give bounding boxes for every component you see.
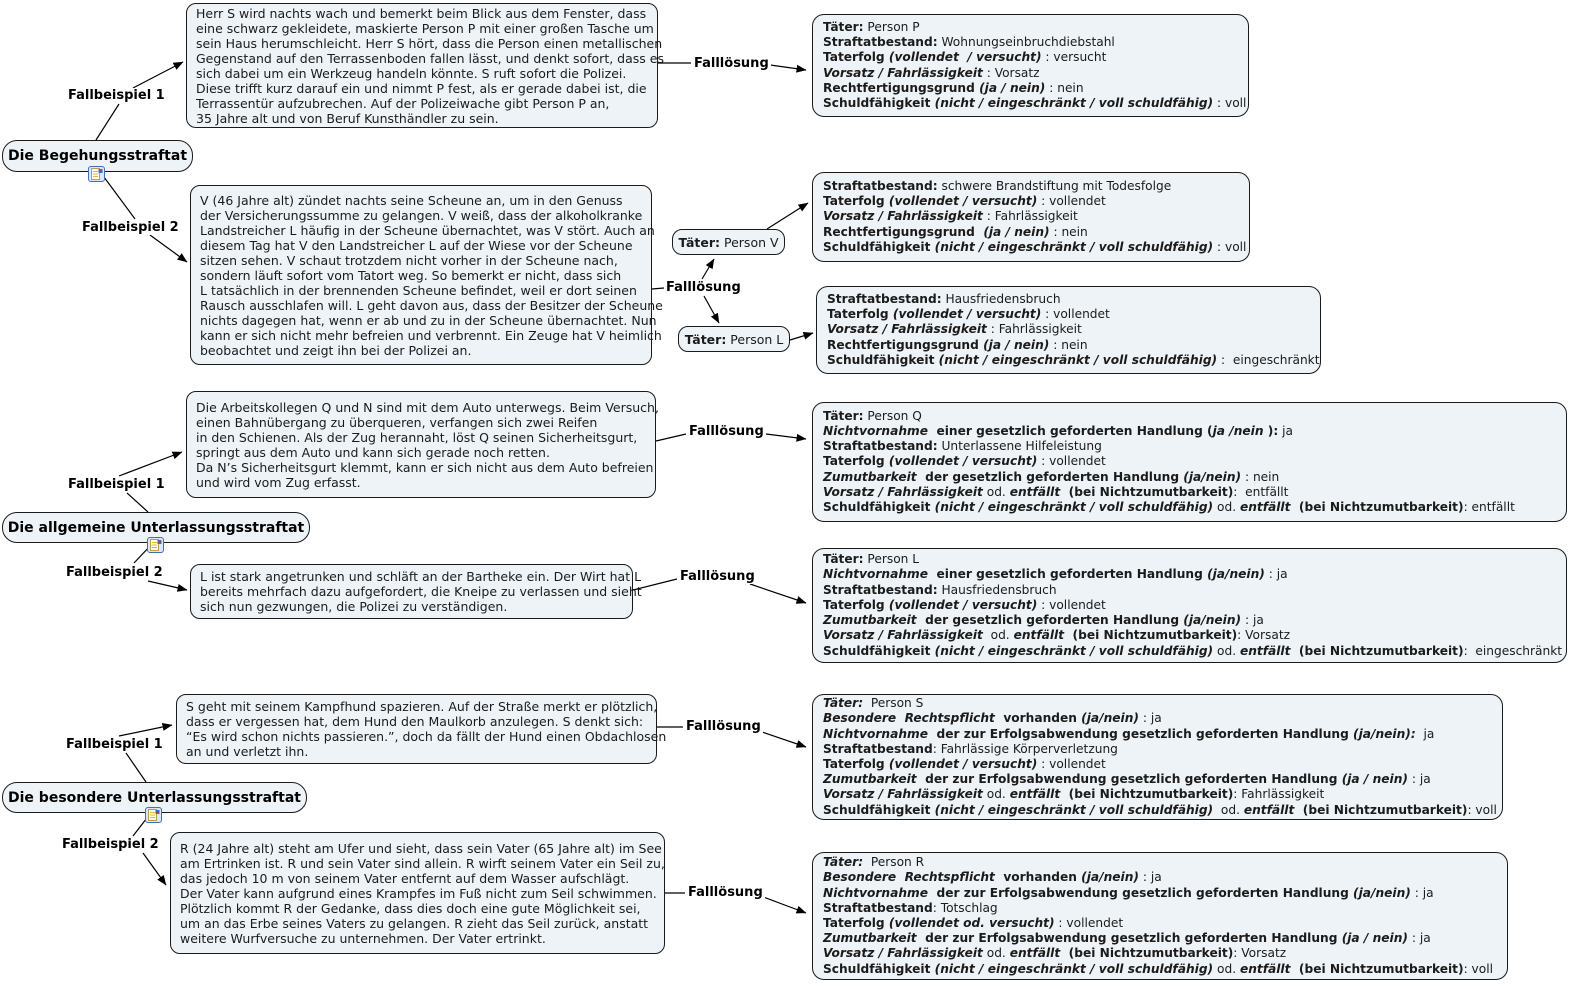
text-line — [823, 95, 1247, 111]
solution-box-sol_v[interactable] — [812, 172, 1250, 262]
link-label-fb1_beg[interactable]: Fallbeispiel 1 — [68, 88, 165, 103]
text-run: (bei Nichtzumutbarkeit) — [1290, 961, 1464, 976]
text-run: ja /nein — [1212, 423, 1264, 438]
text-run: : entfällt — [1463, 500, 1515, 514]
text-run: : eingeschränkt — [1463, 643, 1563, 658]
text-run: (vollendet / versucht) — [892, 307, 1042, 322]
link-label-fb1_allg[interactable]: Fallbeispiel 1 — [68, 477, 165, 492]
text-run: (bei Nichtzumutbarkeit) — [1290, 500, 1464, 514]
tater-node-tater_l[interactable] — [678, 326, 790, 352]
text-run: Straftatbestand: — [827, 291, 942, 306]
text-run: (nicht / eingeschränkt / voll schuldfähig) — [938, 352, 1218, 367]
text-run: (ja/nein): — [1353, 726, 1416, 741]
connector-line — [96, 104, 119, 140]
text-run: : versucht — [1041, 50, 1107, 65]
text-run: Straftatbestand — [823, 741, 933, 756]
text-run: Schuldfähigkeit — [827, 352, 939, 367]
text-run: (ja / nein) — [983, 224, 1050, 239]
text-run: Rechtfertigungsgrund — [827, 337, 984, 352]
text-line — [823, 870, 1497, 885]
text-run: Vorsatz / Fahrlässigkeit — [823, 209, 983, 224]
text-line: Rausch ausschlafen will. L geht davon aus, dass der Besitzer der Scheune — [200, 297, 663, 313]
connector-line — [750, 584, 806, 603]
text-line — [827, 322, 1310, 337]
text-line: Landstreicher L häufig in der Scheune übernachtet, was V stört. Auch an — [200, 222, 655, 238]
text-line: springt aus dem Auto und kann sich gerade noch retten. — [196, 444, 550, 460]
text-line: am Ertrinken ist. R und sein Vater sind allein. R wirft seinem Vater ein Seil zu, — [180, 855, 665, 871]
text-run: od. — [982, 787, 1010, 802]
text-run: Vorsatz / Fahrlässigkeit — [823, 787, 983, 802]
text-run: : nein — [1045, 80, 1084, 95]
text-run: Schuldfähigkeit — [823, 95, 935, 110]
solution-box-sol_p[interactable] — [812, 14, 1249, 117]
text-line — [823, 409, 1556, 424]
text-run: einer gesetzlich geforderten Handlung ( — [927, 423, 1213, 438]
text-run: : vollendet — [1041, 307, 1110, 322]
text-run: : nein — [1049, 224, 1088, 239]
link-label-fl_p[interactable]: Falllösung — [694, 56, 769, 71]
text-line: sich nun gezwungen, die Polizei zu verständigen. — [200, 599, 508, 614]
text-line — [823, 35, 1238, 50]
text-run: (vollendet / versucht) — [888, 454, 1038, 469]
text-run: (bei Nichtzumutbarkeit) — [1064, 628, 1238, 643]
tater-label-name: Person L — [726, 331, 784, 347]
link-label-fl_vl[interactable]: Falllösung — [666, 280, 741, 295]
text-run: (bei Nichtzumutbarkeit) — [1290, 643, 1464, 658]
link-label-fb2_allg[interactable]: Fallbeispiel 2 — [66, 565, 163, 580]
text-run: Schuldfähigkeit — [823, 239, 935, 254]
text-line: 35 Jahre alt und von Beruf Kunsthändler zu sein. — [196, 110, 499, 126]
text-run: od. — [982, 484, 1010, 499]
text-line — [823, 711, 1492, 726]
text-run: Person L — [863, 552, 920, 567]
text-line: Die Arbeitskollegen Q und N sind mit dem Auto unterwegs. Beim Versuch, — [196, 399, 659, 415]
text-line — [823, 931, 1497, 946]
text-line: diesem Tag hat V den Landstreicher L auf der Wiese vor der Scheune — [200, 237, 633, 253]
link-label-fl_s[interactable]: Falllösung — [686, 719, 761, 734]
text-run: : Fahrlässigkeit — [982, 209, 1078, 224]
text-run: : Vorsatz — [1233, 946, 1287, 961]
text-line — [827, 338, 1310, 353]
connector-line — [150, 235, 187, 262]
text-line — [823, 50, 1238, 65]
tater-node-tater_v[interactable] — [672, 229, 785, 255]
text-run: (ja/nein) — [1183, 469, 1242, 484]
text-line: L ist stark angetrunken und schläft an der Bartheke ein. Der Wirt hat L — [200, 569, 642, 584]
text-line: in den Schienen. Als der Zug herannaht, löst Q seinen Sicherheitsgurt, — [196, 429, 638, 445]
text-run: einer gesetzlich geforderten Handlung — [927, 567, 1208, 582]
text-line — [823, 643, 1563, 659]
text-line — [823, 225, 1239, 240]
tater-label-bold: Täter: — [678, 234, 721, 250]
link-label-fl_l[interactable]: Falllösung — [680, 569, 755, 584]
text-line — [823, 962, 1497, 977]
text-run: Rechtfertigungsgrund — [823, 80, 980, 95]
text-line — [823, 485, 1556, 500]
text-run: der gesetzlich geforderten Handlung — [916, 613, 1184, 628]
text-run: : nein — [1049, 337, 1088, 352]
link-label-fb2_beg[interactable]: Fallbeispiel 2 — [82, 220, 179, 235]
text-run: (nicht / eingeschränkt / voll schuldfähig) — [934, 961, 1214, 976]
text-run: (nicht / eingeschränkt / voll schuldfähig) — [934, 802, 1214, 817]
text-run: : ja — [1407, 772, 1431, 787]
text-run: entfällt — [1239, 961, 1291, 976]
concept-node-label: Die Begehungsstraftat — [7, 148, 188, 164]
text-line — [823, 628, 1556, 643]
text-run: : Totschlag — [932, 900, 998, 915]
text-run: Schuldfähigkeit — [823, 961, 935, 976]
connector-line — [133, 62, 183, 88]
text-run: : voll — [1467, 802, 1497, 817]
text-line — [823, 901, 1497, 916]
text-run: (ja/nein) — [1081, 870, 1139, 885]
text-run: Zumutbarkeit — [823, 772, 917, 787]
text-run: (ja/nein) — [1183, 613, 1242, 628]
text-run: : vollendet — [1037, 757, 1106, 771]
text-run: Nichtvornahme — [823, 423, 928, 438]
text-run: Vorsatz / Fahrlässigkeit — [823, 484, 983, 499]
text-line: R (24 Jahre alt) steht am Ufer und sieht, dass sein Vater (65 Jahre alt) im See — [180, 840, 662, 856]
text-line: an und verletzt ihn. — [186, 744, 309, 759]
text-run: (ja / nein) — [979, 80, 1046, 95]
text-line — [823, 194, 1239, 209]
text-run: Taterfolg — [823, 454, 889, 469]
text-run: od. — [1213, 961, 1240, 976]
text-line: einen Bahnübergang zu überqueren, verfangen sich zwei Reifen — [196, 414, 598, 430]
text-run: Vorsatz / Fahrlässigkeit — [827, 322, 987, 337]
text-run: Taterfolg — [823, 757, 889, 771]
text-run: vorhanden — [994, 711, 1082, 726]
link-label-fb2_bes[interactable]: Fallbeispiel 2 — [62, 837, 159, 852]
text-line: Der Vater kann aufgrund eines Krampfes im Fuß nicht zum Seil schwimmen. — [180, 885, 657, 901]
text-line — [827, 307, 1310, 322]
solution-box-sol_l_allg[interactable] — [812, 548, 1567, 663]
text-run: Taterfolg — [823, 916, 889, 930]
case-box-case_l[interactable] — [190, 564, 642, 619]
text-line — [823, 787, 1492, 802]
text-run: der zur Erfolgsabwendung gesetzlich geforderten Handlung — [916, 931, 1342, 946]
text-line — [823, 757, 1492, 772]
text-run: : vollendet — [1037, 597, 1106, 612]
text-run: od. — [982, 946, 1010, 961]
text-line — [823, 179, 1239, 194]
connector-line — [656, 434, 686, 441]
text-line — [823, 727, 1492, 742]
text-run: Nichtvornahme — [823, 726, 928, 741]
text-run: (ja / nein) — [1341, 772, 1408, 787]
text-run: der gesetzlich geforderten Handlung — [916, 469, 1184, 484]
text-line: dass er vergessen hat, dem Hund den Maulkorb anzulegen. S denkt sich: — [186, 714, 644, 729]
text-line — [823, 598, 1556, 613]
text-run: (bei Nichtzumutbarkeit) — [1060, 787, 1234, 802]
text-line: Gegenstand auf den Terrassenboden fallen lässt, und denkt sofort, dass es — [196, 50, 664, 66]
text-run: entfällt — [1009, 946, 1061, 961]
text-line: Plötzlich kommt R der Gedanke, dass dies doch eine gute Möglichkeit sei, — [180, 900, 641, 916]
case-box-case_qn[interactable] — [186, 391, 659, 498]
connector-line — [790, 333, 813, 340]
text-line: sich dabei um ein Werkzeug handeln könnte. S ruft sofort die Polizei. — [196, 65, 627, 81]
text-run: od. — [1213, 500, 1240, 514]
text-run: od. — [1213, 643, 1240, 658]
text-line — [823, 209, 1239, 224]
text-run: (nicht / eingeschränkt / voll schuldfähig) — [934, 95, 1214, 110]
text-run: : nein — [1241, 469, 1280, 484]
concept-node-label: Die besondere Unterlassungsstraftat — [8, 789, 301, 806]
text-run: : eingeschränkt — [1217, 352, 1320, 367]
text-run: (ja/nein) — [1081, 711, 1139, 726]
solution-box-sol_s[interactable] — [812, 694, 1503, 820]
text-line — [823, 552, 1556, 567]
text-run: Nichtvornahme — [823, 885, 928, 900]
text-line: “Es wird schon nichts passieren.”, doch da fällt der Hund einen Obdachlosen — [186, 729, 667, 744]
text-run: ja — [1415, 726, 1435, 741]
text-run: (vollendet od. versucht) — [888, 916, 1055, 930]
text-line — [823, 696, 1492, 711]
connector-line — [148, 581, 187, 590]
text-line: nichts dagegen hat, wenn er ab und zu in der Scheune übernachtet. Nun — [200, 312, 657, 328]
text-line: und wird vom Zug erfasst. — [196, 474, 361, 490]
text-run: Straftatbestand: — [823, 178, 938, 193]
text-run: entfällt — [1239, 500, 1291, 514]
text-run: Hausfriedensbruch — [941, 291, 1061, 306]
text-run: : ja — [1407, 931, 1431, 946]
text-run: : vollendet — [1054, 916, 1124, 930]
text-run: Wohnungseinbruchdiebstahl — [937, 35, 1115, 50]
text-run: (bei Nichtzumutbarkeit) — [1060, 946, 1234, 961]
text-line — [827, 352, 1320, 368]
text-run: : Fahrlässige Körperverletzung — [932, 741, 1118, 756]
text-run: Täter: — [823, 855, 864, 870]
connector-line — [758, 895, 806, 913]
text-line — [823, 239, 1247, 255]
solution-box-sol_r[interactable] — [812, 852, 1508, 980]
connector-line — [756, 730, 806, 747]
text-run: entfällt — [1239, 643, 1291, 658]
text-run: : vollendet — [1037, 454, 1106, 469]
text-line: S geht mit seinem Kampfhund spazieren. Auf der Straße merkt er plötzlich, — [186, 699, 658, 714]
text-line — [823, 583, 1556, 598]
connector-line — [652, 288, 664, 289]
text-run: : voll — [1213, 239, 1247, 254]
text-line — [823, 802, 1497, 818]
text-line: V (46 Jahre alt) zündet nachts seine Scheune an, um in den Genuss — [200, 192, 623, 208]
text-line — [823, 500, 1556, 515]
text-run: der zur Erfolgsabwendung gesetzlich geforderten Handlung — [927, 885, 1354, 900]
text-run: der zur Erfolgsabwendung gesetzlich geforderten Handlung — [927, 726, 1354, 741]
text-run: (ja/nein) — [1207, 567, 1265, 582]
text-run: od. — [1213, 802, 1244, 817]
text-run: : ja — [1138, 711, 1162, 726]
text-run: Schuldfähigkeit — [823, 802, 935, 817]
connector-line — [119, 452, 182, 476]
text-run: Unterlassene Hilfeleistung — [937, 439, 1102, 454]
text-line — [823, 855, 1497, 870]
text-line: sitzen sehen. V schaut trotzdem nicht vorher in der Scheune nach, — [200, 252, 618, 268]
resource-icon[interactable] — [147, 537, 164, 553]
resource-icon[interactable] — [88, 166, 105, 182]
text-run: : Vorsatz — [982, 65, 1040, 80]
text-run: Nichtvornahme — [823, 567, 928, 582]
text-run: : ja — [1241, 613, 1264, 628]
connector-line — [143, 853, 166, 885]
solution-box-sol_l_haus[interactable] — [816, 286, 1321, 374]
text-line — [823, 20, 1238, 35]
text-run: ): — [1263, 423, 1279, 438]
text-run: Taterfolg — [823, 50, 889, 65]
text-run: schwere Brandstiftung mit Todesfolge — [937, 178, 1172, 193]
text-run: Person Q — [863, 408, 922, 423]
connector-line — [126, 753, 146, 782]
text-line: Da N’s Sicherheitsgurt klemmt, kann er sich nicht aus dem Auto befreien — [196, 459, 654, 475]
text-run: Täter: — [823, 408, 864, 423]
text-line: bereits mehrfach dazu aufgefordert, die Kneipe zu verlassen und sieht — [200, 584, 642, 599]
link-label-fb1_bes[interactable]: Fallbeispiel 1 — [66, 737, 163, 752]
text-run: (nicht / eingeschränkt / voll schuldfähig) — [934, 500, 1214, 514]
text-run: der zur Erfolgsabwendung gesetzlich geforderten Handlung — [916, 772, 1342, 787]
text-line: L tatsächlich in der brennenden Scheune befindet, weil er dort seinen — [200, 282, 637, 298]
text-run: Täter: — [823, 19, 864, 34]
text-run: Vorsatz / Fahrlässigkeit — [823, 628, 983, 643]
text-run: entfällt — [1009, 484, 1061, 499]
text-run: Täter: — [823, 696, 864, 711]
text-run: (ja / nein) — [983, 337, 1050, 352]
connector-line — [127, 493, 148, 512]
text-line: Herr S wird nachts wach und bemerkt beim Blick aus dem Fenster, dass — [196, 5, 647, 21]
text-run: Schuldfähigkeit — [823, 500, 935, 514]
text-run: Zumutbarkeit — [823, 613, 917, 628]
text-line: weitere Wurfversuche zu unternehmen. Der Vater ertrinkt. — [180, 930, 546, 946]
concept-node-label: Die allgemeine Unterlassungsstraftat — [7, 519, 305, 536]
text-line — [823, 772, 1492, 787]
case-box-case_p[interactable] — [186, 3, 664, 128]
tater-label-bold: Täter: — [684, 331, 727, 347]
text-line — [823, 946, 1497, 961]
text-run: Schuldfähigkeit — [823, 643, 935, 658]
text-line: der Versicherungssumme zu gelangen. V weiß, dass der alkoholkranke — [200, 207, 643, 223]
text-run: Straftatbestand: — [823, 35, 938, 50]
text-line — [823, 454, 1556, 469]
text-line: eine schwarz gekleidete, maskierte Person P mit einer großen Tasche um — [196, 20, 654, 36]
text-run: entfällt — [1013, 628, 1065, 643]
text-run: Rechtfertigungsgrund — [823, 224, 984, 239]
text-run: Hausfriedensbruch — [937, 582, 1057, 597]
link-label-fl_r[interactable]: Falllösung — [688, 885, 763, 900]
text-run: : ja — [1410, 885, 1434, 900]
text-line: kann er sich nicht mehr befreien und verbrennt. Ein Zeuge hat V heimlich — [200, 327, 662, 343]
case-box-case_r[interactable] — [170, 832, 665, 954]
text-run: (vollendet / versucht) — [888, 597, 1038, 612]
text-run: Person R — [863, 855, 925, 870]
text-run: Straftatbestand: — [823, 439, 938, 454]
text-run: Person S — [863, 696, 924, 711]
text-run: entfällt — [1243, 802, 1295, 817]
text-run: ja — [1278, 423, 1293, 438]
connector-line — [101, 173, 135, 219]
text-run: Vorsatz / Fahrlässigkeit — [823, 946, 983, 961]
text-run: Taterfolg — [823, 597, 889, 612]
text-run: Täter: — [823, 552, 864, 567]
text-line — [823, 424, 1556, 439]
text-run: Taterfolg — [823, 194, 889, 209]
text-line: Terrassentür aufzubrechen. Auf der Polizeiwache gibt Person P an, — [196, 95, 610, 111]
text-run: : vollendet — [1037, 194, 1106, 209]
text-run: : ja — [1138, 870, 1162, 885]
text-line — [823, 886, 1497, 901]
text-run: : Fahrlässigkeit — [986, 322, 1082, 337]
text-run: Straftatbestand: — [823, 582, 938, 597]
text-run: (bei Nichtzumutbarkeit) — [1060, 484, 1234, 499]
tater-label-name: Person V — [720, 234, 779, 250]
text-line — [823, 742, 1492, 757]
text-run: : voll — [1463, 961, 1493, 976]
case-box-case_v[interactable] — [190, 185, 663, 365]
text-run: (ja/nein) — [1353, 885, 1411, 900]
text-run: : entfällt — [1233, 484, 1289, 499]
text-run: : voll — [1213, 95, 1247, 110]
connector-line — [702, 259, 714, 279]
text-run: (ja / nein) — [1341, 931, 1408, 946]
solution-box-sol_q[interactable] — [812, 402, 1567, 522]
text-line: Diese trifft kurz darauf ein und nimmt P fest, als er gerade dabei ist, die — [196, 80, 647, 96]
text-run: vorhanden — [994, 870, 1082, 885]
text-run: Besondere Rechtspflicht — [823, 711, 995, 726]
text-line — [827, 292, 1310, 307]
text-run: Zumutbarkeit — [823, 931, 917, 946]
text-run: (bei Nichtzumutbarkeit) — [1294, 802, 1468, 817]
text-run: Straftatbestand — [823, 900, 933, 915]
text-line — [823, 66, 1238, 81]
case-box-case_s[interactable] — [176, 694, 667, 764]
connector-line — [704, 296, 719, 323]
text-run: entfällt — [1009, 787, 1061, 802]
resource-icon[interactable] — [145, 807, 162, 823]
text-line — [823, 567, 1556, 582]
text-run: Vorsatz / Fahrlässigkeit — [823, 65, 983, 80]
text-run: : Fahrlässigkeit — [1233, 787, 1325, 802]
text-run: od. — [982, 628, 1014, 643]
link-label-fl_q[interactable]: Falllösung — [689, 424, 764, 439]
text-run: : ja — [1264, 567, 1288, 582]
text-line: das jedoch 10 m von seinem Vater entfernt auf dem Wasser aufschlägt. — [180, 870, 630, 886]
text-run: Besondere Rechtspflicht — [823, 870, 995, 885]
text-run: (nicht / eingeschränkt / voll schuldfähig) — [934, 239, 1214, 254]
text-line: sein Haus herumschleicht. Herr S hört, dass die Person einen metallischen — [196, 35, 663, 51]
text-line — [823, 81, 1238, 96]
text-run: Taterfolg — [827, 307, 893, 322]
text-line: um an das Erbe seines Vaters zu gelangen. R zieht das Seil zurück, anstatt — [180, 915, 649, 931]
text-run: (nicht / eingeschränkt / voll schuldfähig) — [934, 643, 1214, 658]
text-line — [823, 916, 1497, 931]
text-line — [823, 470, 1556, 485]
text-run: Person P — [863, 19, 920, 34]
text-run: (vollendet / versucht) — [888, 50, 1042, 65]
text-line: sondern läuft sofort vom Tatort weg. So bemerkt er nicht, dass sich — [200, 267, 622, 283]
text-line — [823, 613, 1556, 628]
connector-line — [767, 203, 808, 229]
text-run: (vollendet / versucht) — [888, 194, 1038, 209]
text-run: (vollendet / versucht) — [888, 757, 1038, 771]
text-run: : Vorsatz — [1237, 628, 1291, 643]
text-line — [823, 439, 1556, 454]
text-run: Zumutbarkeit — [823, 469, 917, 484]
connector-line — [119, 725, 172, 736]
text-line: beobachtet und zeigt ihn bei der Polizei an. — [200, 342, 472, 358]
